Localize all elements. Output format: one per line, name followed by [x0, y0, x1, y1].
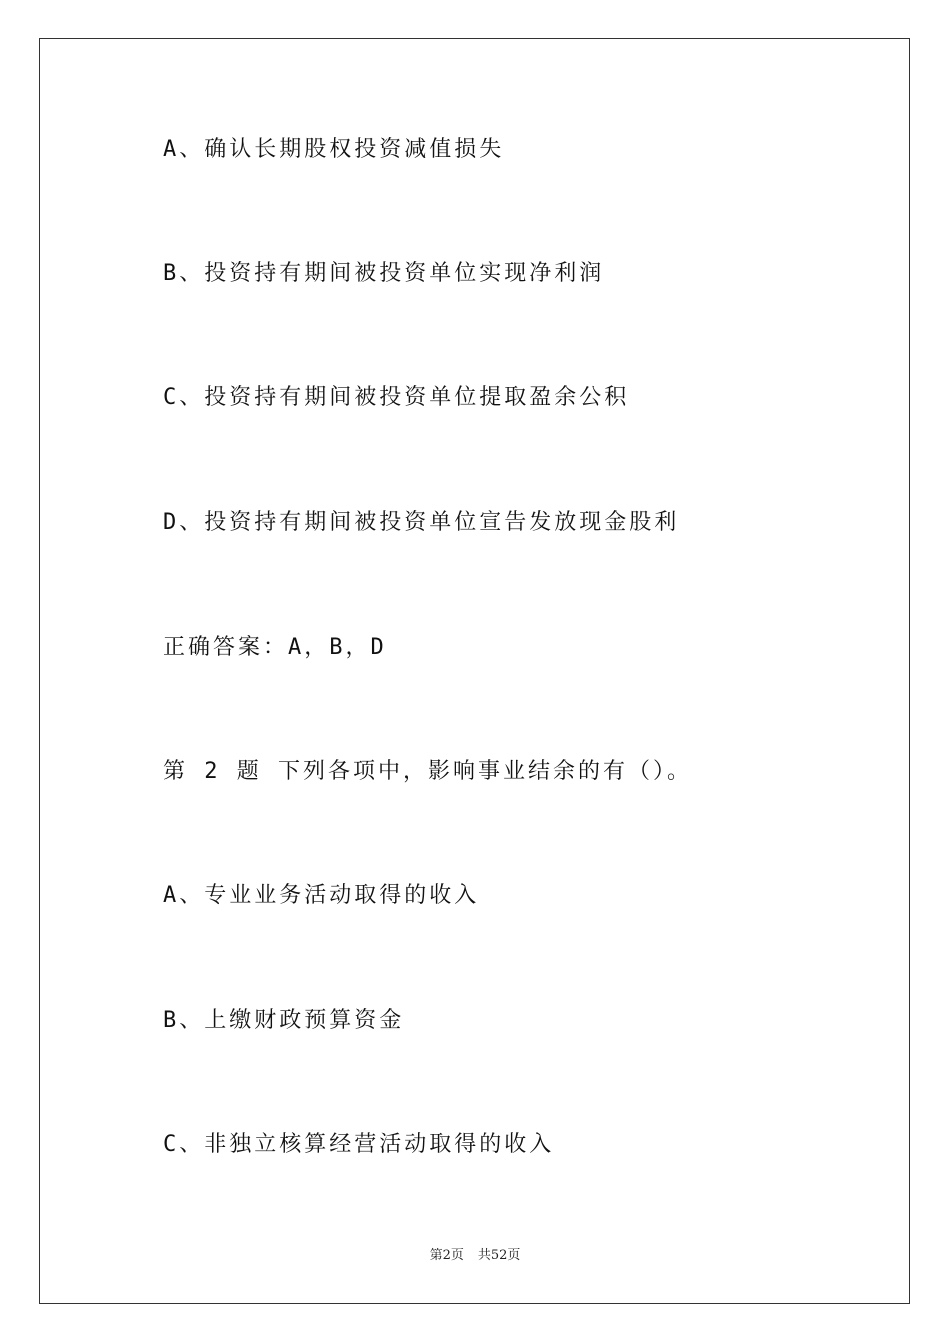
question-1-option-a: A、确认长期股权投资减值损失 — [163, 137, 505, 162]
page-border — [39, 38, 910, 1304]
page-number: 第2页 — [429, 1248, 464, 1263]
question-1-option-d: D、投资持有期间被投资单位宣告发放现金股利 — [163, 510, 680, 535]
question-2-stem: 第 2 题 下列各项中，影响事业结余的有（）。 — [163, 759, 692, 784]
question-2-option-b: B、上缴财政预算资金 — [163, 1008, 405, 1033]
page-total: 共52页 — [477, 1248, 521, 1263]
question-1-option-b: B、投资持有期间被投资单位实现净利润 — [163, 261, 605, 286]
question-1-answer: 正确答案：A，B，D — [163, 635, 387, 660]
question-2-option-a: A、专业业务活动取得的收入 — [163, 883, 480, 908]
page-footer — [0, 1248, 950, 1264]
question-1-option-c: C、投资持有期间被投资单位提取盈余公积 — [163, 385, 630, 410]
question-2-option-c: C、非独立核算经营活动取得的收入 — [163, 1132, 555, 1157]
